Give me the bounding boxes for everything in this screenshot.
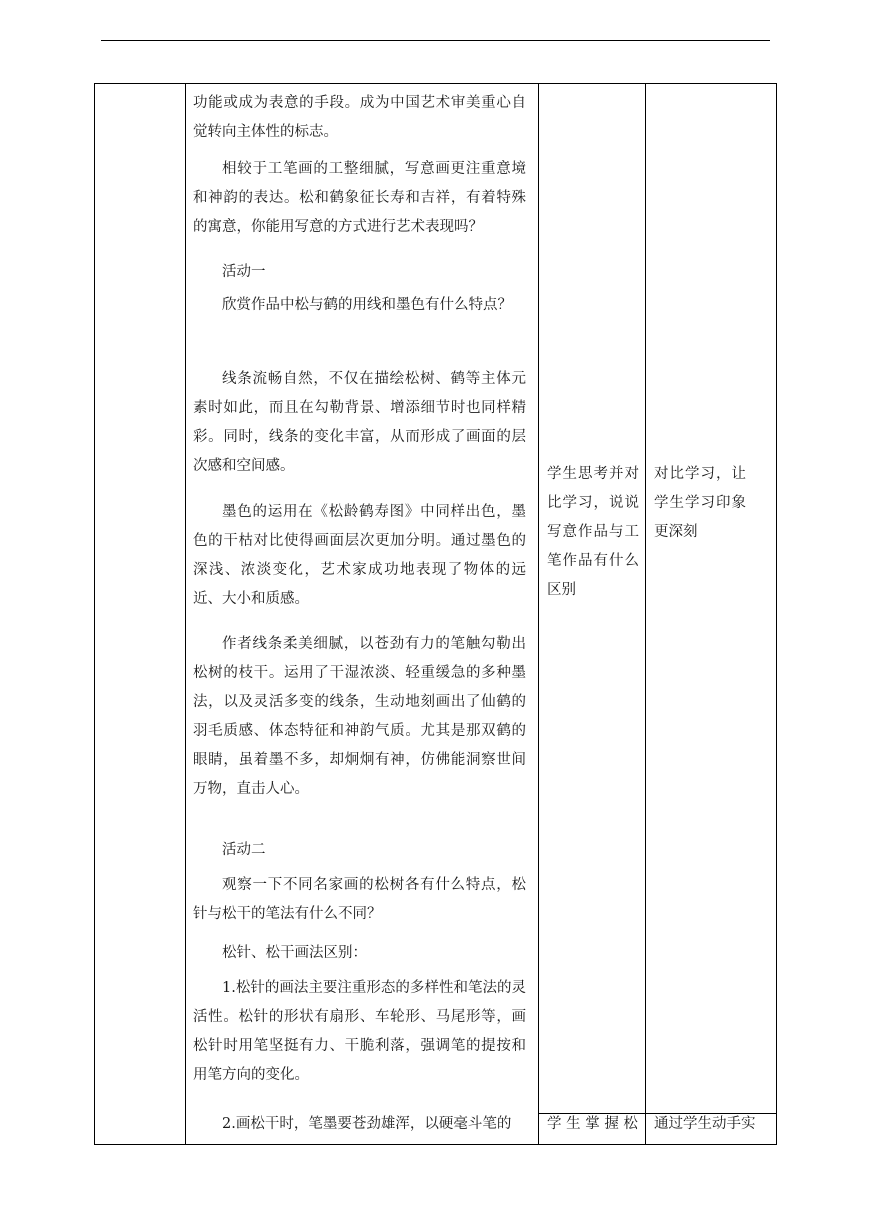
- paragraph-comparison: 相较于工笔画的工整细腻，写意画更注重意境和神韵的表达。松和鹤象征长寿和吉祥，有着特殊的寓意，你能用写意的方式进行艺术表现吗？: [193, 161, 526, 235]
- activity-one-heading: 活动一: [222, 264, 266, 280]
- design-intent-note-2: 通过学生动手实: [654, 1116, 756, 1132]
- column-divider-1: [185, 84, 186, 1144]
- student-activity-note: 学生思考并对比学习，说说写意作品与工笔作品有什么区别: [547, 466, 639, 598]
- design-intent-note: 对比学习，让学生学习印象更深刻: [654, 466, 746, 540]
- paragraph-intro-continued: 功能或成为表意的手段。成为中国艺术审美重心自觉转向主体性的标志。: [193, 95, 526, 140]
- column-divider-2: [538, 84, 539, 1144]
- page-header-rule: [101, 40, 770, 41]
- pine-trunk-technique: 2.画松干时，笔墨要苍劲雄浑，以硬毫斗笔的: [222, 1116, 512, 1132]
- pine-needle-technique: 1.松针的画法主要注重形态的多样性和笔法的灵活性。松针的形状有扇形、车轮形、马尾形等，画松针时用笔坚挺有力、干脆利落，强调笔的提按和用笔方向的变化。: [193, 980, 526, 1083]
- activity-two-question: 观察一下不同名家画的松树各有什么特点，松针与松干的笔法有什么不同？: [193, 877, 526, 922]
- column-divider-3: [645, 84, 646, 1144]
- activity-one-question: 欣赏作品中松与鹤的用线和墨色有什么特点？: [222, 297, 512, 313]
- student-activity-note-2: 学 生 掌 握 松: [547, 1116, 638, 1132]
- paragraph-ink: 墨色的运用在《松龄鹤寿图》中同样出色，墨色的干枯对比使得画面层次更加分明。通过墨色的深浅、浓淡变化，艺术家成功地表现了物体的远近、大小和质感。: [193, 504, 526, 607]
- paragraph-lines: 线条流畅自然，不仅在描绘松树、鹤等主体元素时如此，而且在勾勒背景、增添细节时也同样精彩。同时，线条的变化丰富，从而形成了画面的层次感和空间感。: [193, 371, 526, 474]
- activity-two-heading: 活动二: [222, 842, 266, 858]
- pine-technique-heading: 松针、松干画法区别：: [222, 945, 367, 961]
- paragraph-brushwork: 作者线条柔美细腻，以苍劲有力的笔触勾勒出松树的枝干。运用了干湿浓淡、轻重缓急的多种墨法，以及灵活多变的线条，生动地刻画出了仙鹤的羽毛质感、体态特征和神韵气质。尤其是那双鹤的眼睛，虽着墨不多，却炯炯有神，仿佛能洞察世间万物，直击人心。: [193, 636, 526, 797]
- lesson-plan-table: [94, 83, 777, 1145]
